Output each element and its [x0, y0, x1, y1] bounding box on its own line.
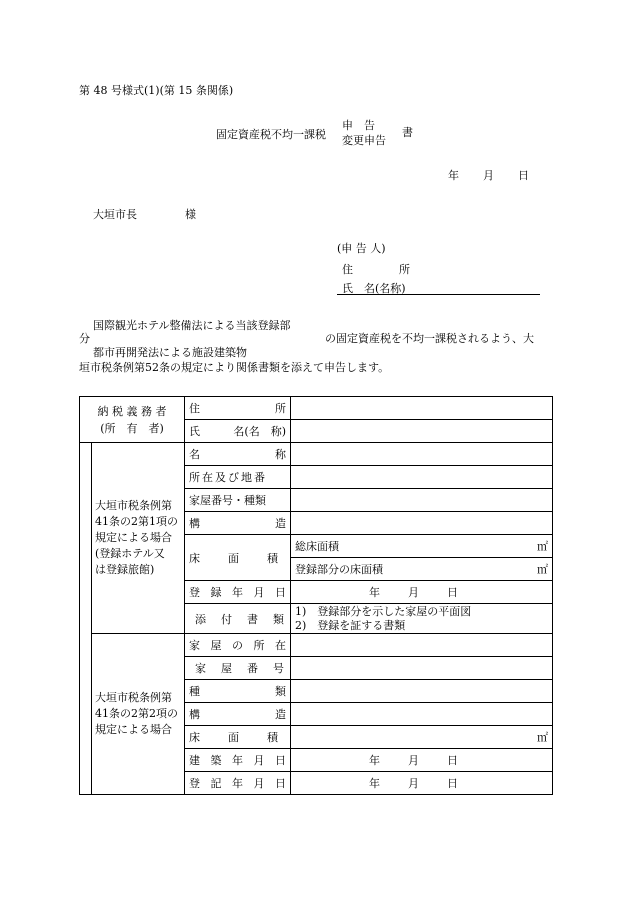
s1-attachments-field — [291, 604, 553, 634]
s1-floor-label: 床 面 積 — [185, 535, 291, 581]
s2-house-location-field[interactable] — [291, 634, 553, 657]
body-prefix: 分 — [79, 332, 90, 345]
s1-location-label: 所在及び地番 — [185, 466, 291, 489]
taxpayer-name-field[interactable] — [291, 420, 553, 443]
applicant-heading: (申 告 人) — [337, 242, 386, 255]
body-option-2: 都市再開発法による施設建築物 — [93, 346, 247, 359]
date-month: 月 — [483, 169, 494, 182]
applicant-address-label2: 所 — [399, 263, 410, 276]
s1-location-field[interactable] — [291, 466, 553, 489]
title-stack-bottom: 変更申告 — [342, 134, 386, 147]
applicant-name-label: 氏 名(名称) — [342, 282, 406, 295]
s2-floor-label: 床 面 積 — [185, 726, 291, 749]
attachment-item-2: 2) 登録を証する書類 — [295, 618, 406, 632]
s1-reg-date-label: 登 録 年 月 日 — [185, 581, 291, 604]
section2-label: 大垣市税条例第 41条の2第2項の 規定による場合 — [92, 634, 185, 795]
s1-house-no-field[interactable] — [291, 489, 553, 512]
s1-structure-label: 構 造 — [185, 512, 291, 535]
s2-reg-date-label: 登 記 年 月 日 — [185, 772, 291, 795]
addressee — [93, 206, 196, 222]
taxpayer-address-label: 住 所 — [185, 397, 291, 420]
taxpayer-line1: 納 税 義 務 者 — [97, 404, 167, 418]
s2-structure-field[interactable] — [291, 703, 553, 726]
body-option-1: 国際観光ホテル整備法による当該登録部 — [93, 319, 291, 332]
s1-floor-total[interactable]: 総床面積 ㎡ — [291, 535, 552, 558]
s2-built-date-label: 建 築 年 月 日 — [185, 749, 291, 772]
attachment-item-1: 1) 登録部分を示した家屋の平面図 — [295, 604, 472, 618]
taxpayer-name-label: 氏 名(名 称) — [185, 420, 291, 443]
applicant-underline — [337, 294, 540, 295]
s1-floor-field — [291, 535, 553, 581]
section2-indent — [80, 634, 92, 795]
s1-reg-date-field[interactable]: 年 月 日 — [291, 581, 553, 604]
s2-structure-label: 構 造 — [185, 703, 291, 726]
body-middle: の固定資産税を不均一課税されるよう、大 — [325, 332, 534, 345]
s1-floor-registered[interactable]: 登録部分の床面積 ㎡ — [295, 563, 548, 576]
section1-label: 大垣市税条例第 41条の2第1項の 規定による場合 (登録ホテル又 は登録旅館) — [92, 443, 185, 634]
taxpayer-label — [80, 397, 185, 443]
taxpayer-line2: (所 有 者) — [100, 421, 164, 435]
addressee-name: 大垣市長 — [93, 208, 137, 221]
s1-structure-field[interactable] — [291, 512, 553, 535]
section1-indent — [80, 443, 92, 634]
s2-built-date-field[interactable]: 年 月 日 — [291, 749, 553, 772]
applicant-address-label: 住 — [342, 263, 353, 276]
addressee-honorific: 様 — [185, 208, 196, 221]
title-stack-top: 申 告 — [342, 119, 375, 132]
s2-kind-label: 種 類 — [185, 680, 291, 703]
date-day: 日 — [518, 169, 529, 182]
s2-kind-field[interactable] — [291, 680, 553, 703]
s2-house-location-label: 家 屋 の 所 在 — [185, 634, 291, 657]
body-last-line: 垣市税条例第52条の規定により関係書類を添えて申告します。 — [79, 361, 390, 374]
s1-name-field[interactable] — [291, 443, 553, 466]
s1-house-no-label: 家屋番号・種類 — [185, 489, 291, 512]
s2-house-no-label: 家 屋 番 号 — [185, 657, 291, 680]
date-year: 年 — [448, 169, 459, 182]
form-number: 第 48 号様式(1)(第 15 条関係) — [79, 84, 234, 97]
title-main: 固定資産税不均一課税 — [216, 128, 326, 141]
s2-house-no-field[interactable] — [291, 657, 553, 680]
s1-name-label: 名 称 — [185, 443, 291, 466]
s2-reg-date-field[interactable]: 年 月 日 — [291, 772, 553, 795]
declaration-table — [79, 396, 553, 795]
s1-attachments-label: 添 付 書 類 — [185, 604, 291, 634]
s2-floor-field[interactable]: ㎡ — [291, 726, 553, 749]
taxpayer-address-field[interactable] — [291, 397, 553, 420]
title-suffix: 書 — [402, 126, 413, 139]
